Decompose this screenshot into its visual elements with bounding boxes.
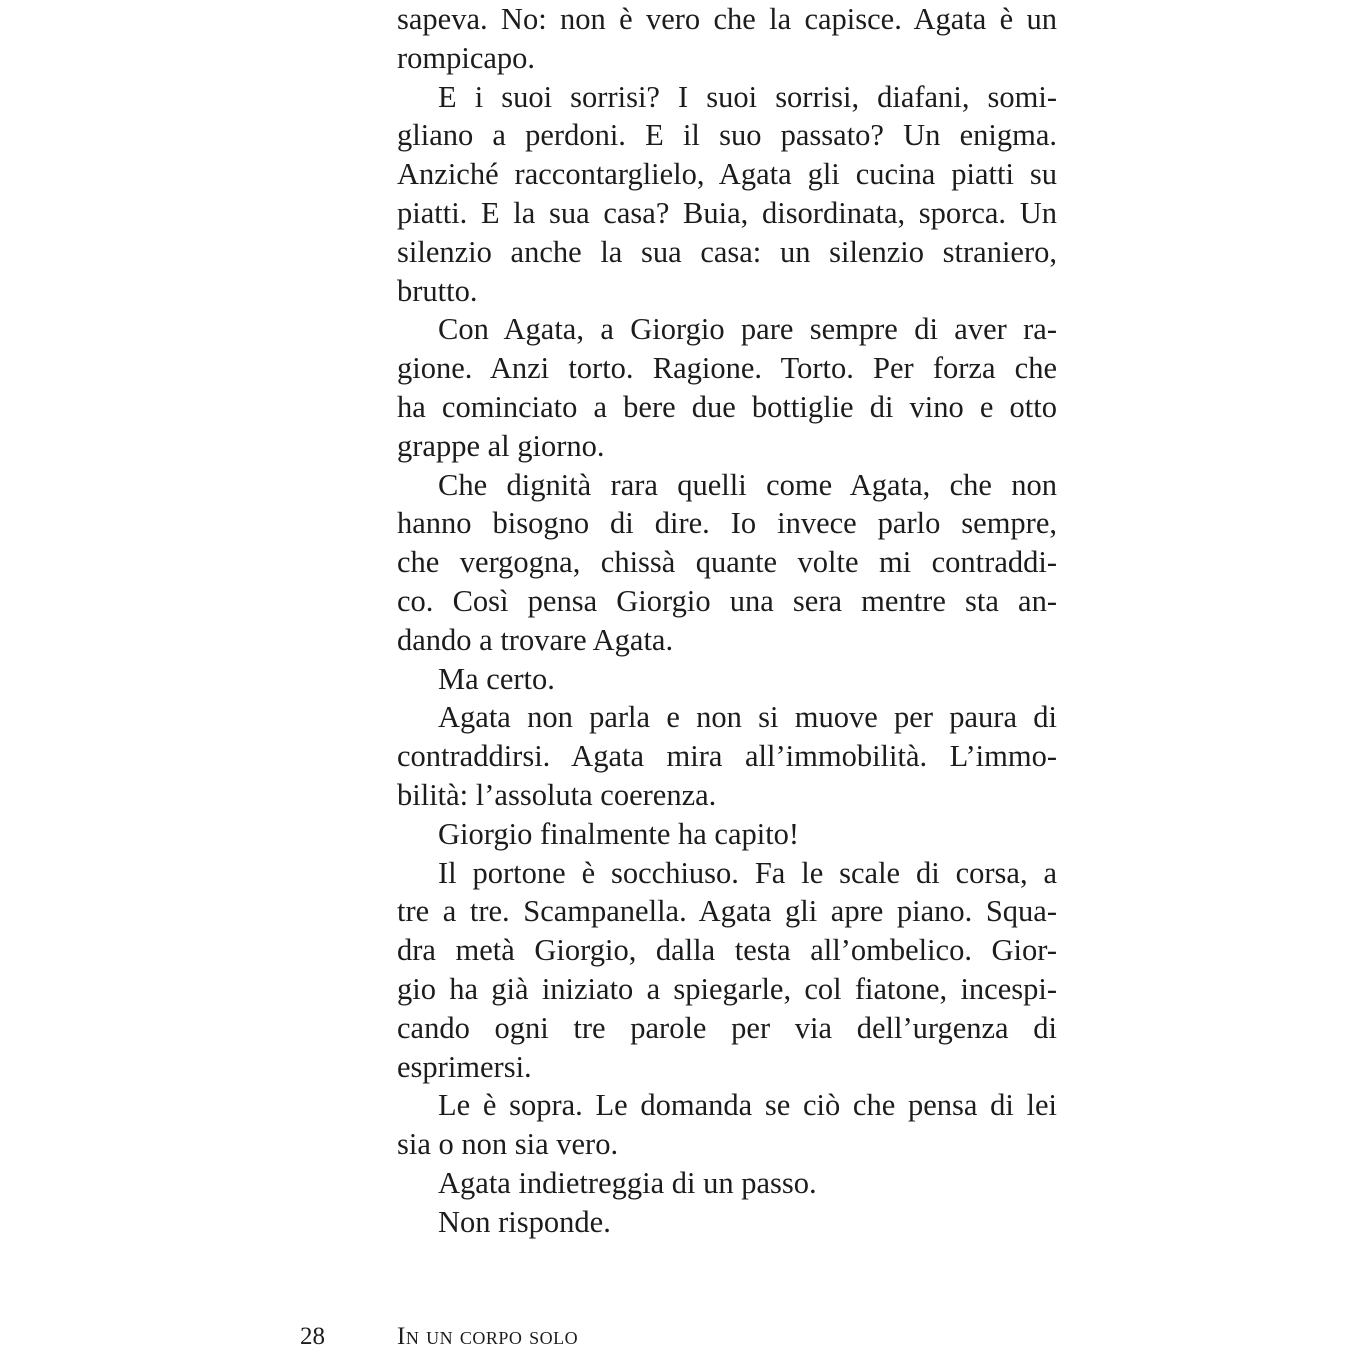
text-line: gione. Anzi torto. Ragione. Torto. Per forza che bbox=[397, 351, 1057, 386]
text-line: sia o non sia vero. bbox=[397, 1127, 619, 1162]
text-line: sapeva. No: non è vero che la capisce. Agata è un bbox=[397, 2, 1057, 36]
text-line: esprimersi. bbox=[397, 1049, 532, 1084]
text-line: Non risponde. bbox=[438, 1204, 611, 1239]
text-line: Che dignità rara quelli come Agata, che non bbox=[438, 467, 1057, 502]
text-line: silenzio anche la sua casa: un silenzio straniero, bbox=[397, 234, 1057, 269]
text-line: cando ogni tre parole per via dell’urgenza di bbox=[397, 1010, 1057, 1045]
text-line: contraddirsi. Agata mira all’immobilità. L’immo- bbox=[397, 739, 1057, 774]
text-line: rompicapo. bbox=[397, 40, 536, 75]
text-line: dra metà Giorgio, dalla testa all’ombelico. Gior- bbox=[397, 933, 1057, 968]
text-line: Le è sopra. Le domanda se ciò che pensa di lei bbox=[438, 1088, 1057, 1123]
running-title: In un corpo solo bbox=[397, 1323, 579, 1350]
text-line: Anziché raccontarglielo, Agata gli cucina piatti su bbox=[397, 157, 1057, 192]
text-line: grappe al giorno. bbox=[397, 428, 605, 463]
text-line: Giorgio finalmente ha capito! bbox=[438, 816, 800, 851]
text-line: hanno bisogno di dire. Io invece parlo sempre, bbox=[397, 506, 1057, 541]
body-text bbox=[397, 0, 1057, 1242]
page-number: 28 bbox=[300, 1323, 325, 1350]
text-line: gliano a perdoni. E il suo passato? Un enigma. bbox=[397, 118, 1057, 153]
text-line: piatti. E la sua casa? Buia, disordinata, sporca. Un bbox=[397, 195, 1057, 230]
text-line: E i suoi sorrisi? I suoi sorrisi, diafani, somi- bbox=[438, 79, 1057, 114]
text-line: ha cominciato a bere due bottiglie di vino e otto bbox=[397, 389, 1057, 424]
text-line: dando a trovare Agata. bbox=[397, 622, 674, 657]
text-line: Agata non parla e non si muove per paura di bbox=[438, 700, 1057, 735]
text-line: Il portone è socchiuso. Fa le scale di corsa, a bbox=[438, 855, 1057, 890]
text-line: tre a tre. Scampanella. Agata gli apre piano. Squa- bbox=[397, 894, 1057, 929]
text-line: brutto. bbox=[397, 273, 478, 308]
text-line: Ma certo. bbox=[438, 661, 555, 696]
text-line: Con Agata, a Giorgio pare sempre di aver ra- bbox=[438, 312, 1057, 347]
text-line: Agata indietreggia di un passo. bbox=[438, 1165, 817, 1200]
text-line: che vergogna, chissà quante volte mi contraddi- bbox=[397, 545, 1057, 580]
text-line: bilità: l’assoluta coerenza. bbox=[397, 777, 717, 812]
text-line: gio ha già iniziato a spiegarle, col fiatone, incespi- bbox=[397, 971, 1057, 1006]
text-line: co. Così pensa Giorgio una sera mentre sta an- bbox=[397, 583, 1057, 618]
